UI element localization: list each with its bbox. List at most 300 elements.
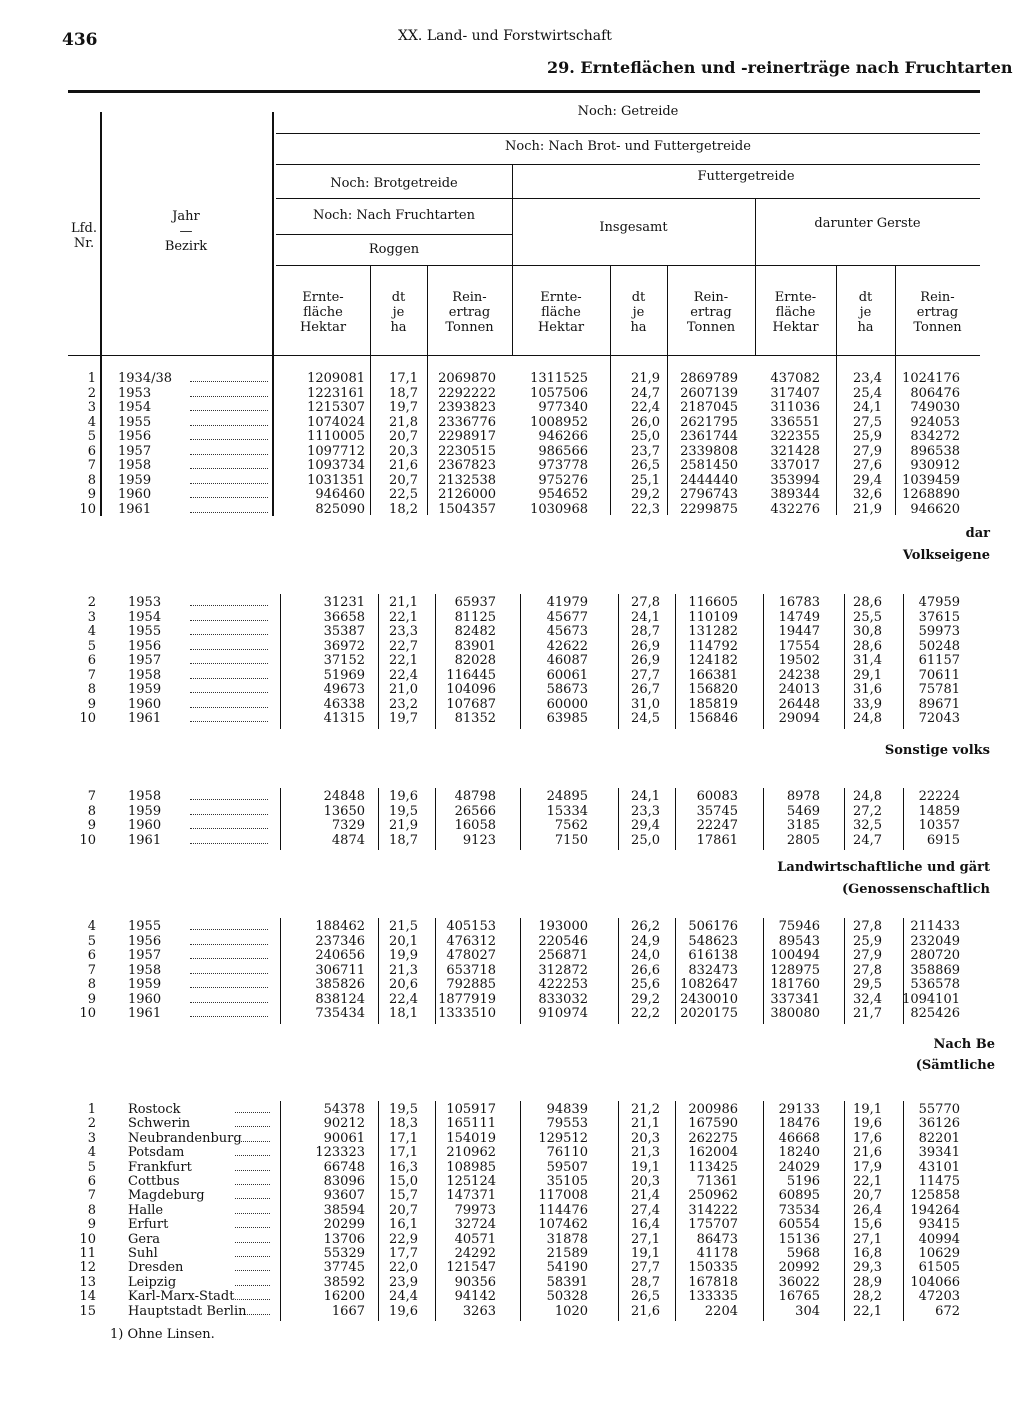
row-label: Leipzig: [128, 1274, 177, 1290]
cell-value: 22,5: [389, 487, 418, 502]
cell-value: 24013: [778, 682, 820, 697]
cell-value: 147371: [446, 1188, 496, 1204]
cell-value: 25,9: [853, 429, 882, 444]
cell-value: 2621795: [680, 414, 738, 430]
row-number: 2: [87, 595, 96, 610]
section-label: (Genossenschaftlich: [842, 882, 990, 897]
cell-value: 38592: [323, 1274, 365, 1290]
dot-leader: [190, 649, 268, 650]
cell-value: 46668: [778, 1130, 820, 1146]
body-column-rule: [378, 594, 379, 729]
cell-value: 22247: [696, 818, 738, 833]
cell-value: 24292: [454, 1246, 496, 1261]
cell-value: 26,5: [631, 1289, 660, 1305]
cell-value: 1057506: [530, 385, 588, 401]
cell-value: 954652: [538, 487, 588, 502]
cell-value: 22,1: [853, 1174, 882, 1189]
cell-value: 16,4: [631, 1217, 660, 1233]
cell-value: 2607139: [680, 385, 738, 401]
column-header-line: Tonnen: [913, 320, 962, 335]
table-row: [0, 698, 1024, 712]
row-label: 1954: [128, 609, 162, 625]
cell-value: 8978: [786, 789, 820, 804]
cell-value: 18,7: [389, 385, 418, 401]
row-label: Hauptstadt Berlin: [128, 1303, 247, 1319]
cell-value: 54378: [323, 1102, 365, 1117]
cell-value: 806476: [910, 385, 960, 401]
dot-leader: [235, 1299, 270, 1300]
cell-value: 32,4: [853, 991, 882, 1007]
cell-value: 321428: [770, 443, 820, 459]
cell-value: 24,9: [631, 933, 660, 949]
header-top-rule: [68, 90, 980, 93]
table-row: [0, 372, 1024, 386]
row-label: 1961: [128, 832, 162, 848]
cell-value: 2393823: [438, 400, 496, 415]
header-fruchtarten: Noch: Nach Fruchtarten: [312, 208, 476, 223]
dot-leader: [190, 799, 268, 800]
cell-value: 1093734: [307, 458, 365, 473]
table-row: [0, 387, 1024, 401]
cell-value: 1020: [554, 1303, 588, 1319]
cell-value: 24,8: [853, 711, 882, 726]
dot-leader: [235, 1184, 270, 1185]
cell-value: 19,6: [389, 1303, 418, 1319]
cell-value: 86473: [696, 1231, 738, 1247]
row-number: 2: [87, 1116, 96, 1132]
cell-value: 2430010: [680, 991, 738, 1007]
row-label: 1953: [118, 385, 152, 401]
cell-value: 16,8: [853, 1246, 882, 1261]
body-column-rule: [844, 788, 845, 850]
body-column-rule: [280, 594, 281, 729]
row-number: 10: [79, 501, 96, 517]
cell-value: 2204: [704, 1303, 738, 1319]
body-column-rule: [520, 788, 521, 850]
row-label: 1957: [128, 948, 162, 963]
cell-value: 21,3: [389, 962, 418, 978]
cell-value: 21,1: [631, 1116, 660, 1132]
cell-value: 240656: [315, 948, 365, 963]
cell-value: 19,1: [853, 1102, 882, 1117]
cell-value: 25,9: [853, 933, 882, 949]
cell-value: 50328: [546, 1289, 588, 1305]
column-header-line: ertrag: [916, 305, 959, 320]
cell-value: 28,7: [631, 1274, 660, 1290]
dot-leader: [190, 692, 268, 693]
dot-leader: [190, 483, 268, 484]
cell-value: 123323: [315, 1145, 365, 1161]
cell-value: 114476: [538, 1202, 588, 1218]
table-row: [0, 503, 1024, 517]
row-number: 8: [87, 682, 96, 697]
cell-value: 336551: [770, 414, 820, 430]
cell-value: 156820: [688, 682, 738, 697]
cell-value: 7150: [554, 832, 588, 848]
table-row: [0, 625, 1024, 639]
cell-value: 37745: [323, 1260, 365, 1276]
row-label: 1957: [128, 653, 162, 668]
cell-value: 1268890: [902, 487, 960, 502]
dot-leader: [190, 721, 268, 722]
cell-value: 210962: [446, 1145, 496, 1161]
cell-value: 17,1: [389, 1130, 418, 1146]
cell-value: 27,4: [631, 1202, 660, 1218]
cell-value: 60000: [546, 696, 588, 712]
cell-value: 13706: [323, 1231, 365, 1247]
row-number: 6: [87, 948, 96, 963]
cell-value: 20299: [323, 1217, 365, 1233]
table-row: [0, 401, 1024, 415]
table-row: [0, 1189, 1024, 1203]
cell-value: 22,3: [631, 501, 660, 517]
table-row: [0, 978, 1024, 992]
cell-value: 15,7: [389, 1188, 418, 1204]
cell-value: 16200: [323, 1289, 365, 1305]
row-label: 1956: [128, 638, 162, 654]
dot-leader: [235, 1155, 270, 1156]
row-label: Cottbus: [128, 1174, 180, 1189]
cell-value: 232049: [910, 933, 960, 949]
row-number: 5: [87, 1159, 96, 1175]
cell-value: 20,7: [389, 1202, 418, 1218]
row-number: 8: [87, 1202, 96, 1218]
row-label: 1955: [128, 919, 162, 934]
cell-value: 2339808: [680, 443, 738, 459]
cell-value: 21,9: [631, 371, 660, 386]
cell-value: 21,8: [389, 414, 418, 430]
cell-value: 25,1: [631, 472, 660, 488]
cell-value: 28,9: [853, 1274, 882, 1290]
table-row: [0, 1290, 1024, 1304]
row-label: 1934/38: [118, 371, 173, 386]
cell-value: 2361744: [680, 429, 738, 444]
cell-value: 29,2: [631, 487, 660, 502]
dot-leader: [190, 987, 268, 988]
cell-value: 131282: [688, 624, 738, 639]
cell-value: 20992: [778, 1260, 820, 1276]
cell-value: 38594: [323, 1202, 365, 1218]
row-label: 1957: [118, 443, 152, 459]
cell-value: 66748: [323, 1159, 365, 1175]
cell-value: 26566: [454, 803, 496, 819]
cell-value: 2132538: [438, 472, 496, 488]
table-row: [0, 993, 1024, 1007]
cell-value: 28,7: [631, 624, 660, 639]
cell-value: 19,1: [631, 1159, 660, 1175]
dot-leader: [190, 1002, 268, 1003]
dot-leader: [190, 944, 268, 945]
cell-value: 1008952: [530, 414, 588, 430]
cell-value: 20,1: [389, 933, 418, 949]
cell-value: 29,1: [853, 667, 882, 683]
cell-value: 22,4: [389, 667, 418, 683]
cell-value: 28,2: [853, 1289, 882, 1305]
cell-value: 9123: [462, 832, 496, 848]
row-label: 1961: [118, 501, 152, 517]
cell-value: 5968: [786, 1246, 820, 1261]
cell-value: 838124: [315, 991, 365, 1007]
cell-value: 167818: [688, 1274, 738, 1290]
cell-value: 1877919: [438, 991, 496, 1007]
row-number: 4: [87, 1145, 96, 1161]
row-number: 4: [87, 919, 96, 934]
row-number: 6: [87, 653, 96, 668]
table-row: [0, 1247, 1024, 1261]
column-header-line: Ernte-: [774, 290, 817, 305]
cell-value: 7562: [554, 818, 588, 833]
body-column-rule: [520, 1101, 521, 1321]
body-column-rule: [618, 788, 619, 850]
cell-value: 100494: [770, 948, 820, 963]
row-label: 1960: [118, 487, 152, 502]
table-row: [0, 669, 1024, 683]
cell-value: 26,0: [631, 414, 660, 430]
row-label: 1960: [128, 991, 162, 1007]
cell-value: 46087: [546, 653, 588, 668]
cell-value: 110109: [688, 609, 738, 625]
cell-value: 90356: [454, 1274, 496, 1290]
cell-value: 1110005: [307, 429, 365, 444]
cell-value: 75781: [918, 682, 960, 697]
cell-value: 422253: [538, 977, 588, 992]
cell-value: 117008: [538, 1188, 588, 1204]
dot-leader: [190, 663, 268, 664]
cell-value: 21,1: [389, 595, 418, 610]
table-row: [0, 949, 1024, 963]
cell-value: 385826: [315, 977, 365, 992]
cell-value: 353994: [770, 472, 820, 488]
cell-value: 24,1: [631, 609, 660, 625]
table-row: [0, 920, 1024, 934]
cell-value: 946266: [538, 429, 588, 444]
body-column-rule: [378, 788, 379, 850]
row-number: 9: [87, 1217, 96, 1233]
cell-value: 24,1: [631, 789, 660, 804]
row-number: 10: [79, 1006, 96, 1021]
table-row: [0, 474, 1024, 488]
row-label: 1959: [128, 977, 162, 992]
header-lfd: Lfd.: [71, 221, 97, 236]
row-number: 8: [87, 472, 96, 488]
table-row: [0, 430, 1024, 444]
cell-value: 82028: [454, 653, 496, 668]
cell-value: 3185: [786, 818, 820, 833]
cell-value: 20,3: [389, 443, 418, 459]
cell-value: 27,8: [631, 595, 660, 610]
cell-value: 27,8: [853, 919, 882, 934]
dot-leader: [190, 605, 268, 606]
cell-value: 54190: [546, 1260, 588, 1276]
header-brotgetreide: Noch: Brotgetreide: [330, 176, 458, 191]
row-label: 1959: [128, 803, 162, 819]
cell-value: 90212: [323, 1116, 365, 1132]
body-column-rule: [520, 594, 521, 729]
cell-value: 910974: [538, 1006, 588, 1021]
cell-value: 58391: [546, 1274, 588, 1290]
cell-value: 19,7: [389, 711, 418, 726]
footnote: 1) Ohne Linsen.: [110, 1327, 215, 1342]
dot-leader: [190, 439, 268, 440]
row-number: 5: [87, 429, 96, 444]
cell-value: 792885: [446, 977, 496, 992]
header-rule-subgroups: [276, 265, 980, 266]
cell-value: 17,7: [389, 1246, 418, 1261]
row-number: 9: [87, 696, 96, 712]
cell-value: 175707: [688, 1217, 738, 1233]
cell-value: 280720: [910, 948, 960, 963]
cell-value: 24,7: [853, 832, 882, 848]
column-header-line: dt: [631, 290, 646, 305]
cell-value: 975276: [538, 472, 588, 488]
dot-leader: [235, 1314, 270, 1315]
cell-value: 113425: [688, 1159, 738, 1175]
dot-leader: [190, 814, 268, 815]
row-number: 5: [87, 638, 96, 654]
cell-value: 15334: [546, 803, 588, 819]
cell-value: 2187045: [680, 400, 738, 415]
cell-value: 256871: [538, 948, 588, 963]
dot-leader: [235, 1112, 270, 1113]
header-jahr: Jahr: [172, 209, 200, 224]
body-column-rule: [280, 1101, 281, 1321]
cell-value: 47203: [918, 1289, 960, 1305]
table-row: [0, 1233, 1024, 1247]
row-number: 8: [87, 803, 96, 819]
cell-value: 262275: [688, 1130, 738, 1146]
cell-value: 31878: [546, 1231, 588, 1247]
cell-value: 27,9: [853, 948, 882, 963]
table-row: [0, 819, 1024, 833]
cell-value: 1039459: [902, 472, 960, 488]
cell-value: 194264: [910, 1202, 960, 1218]
cell-value: 83096: [323, 1174, 365, 1189]
body-column-rule: [763, 594, 764, 729]
cell-value: 19,7: [389, 400, 418, 415]
dot-leader: [235, 1285, 270, 1286]
cell-value: 27,9: [853, 443, 882, 459]
cell-value: 432276: [770, 501, 820, 517]
row-label: Frankfurt: [128, 1159, 192, 1175]
cell-value: 27,7: [631, 667, 660, 683]
cell-value: 24,1: [853, 400, 882, 415]
row-number: 9: [87, 818, 96, 833]
row-label: 1958: [128, 789, 162, 804]
row-label: 1956: [118, 429, 152, 444]
cell-value: 105917: [446, 1102, 496, 1117]
row-number: 2: [87, 385, 96, 401]
cell-value: 380080: [770, 1006, 820, 1021]
cell-value: 306711: [315, 962, 365, 978]
cell-value: 986566: [538, 443, 588, 459]
cell-value: 825090: [315, 501, 365, 517]
cell-value: 2805: [786, 832, 820, 848]
table-row: [0, 1276, 1024, 1290]
header-insgesamt: Insgesamt: [599, 220, 668, 235]
cell-value: 18,7: [389, 832, 418, 848]
cell-value: 2869789: [680, 371, 738, 386]
column-header-line: fläche: [775, 305, 816, 320]
cell-value: 27,1: [853, 1231, 882, 1247]
body-column-rule: [280, 918, 281, 1024]
cell-value: 26448: [778, 696, 820, 712]
row-number: 15: [79, 1303, 96, 1319]
cell-value: 162004: [688, 1145, 738, 1161]
cell-value: 25,4: [853, 385, 882, 401]
body-column-rule: [844, 918, 845, 1024]
body-column-rule: [618, 594, 619, 729]
cell-value: 82482: [454, 624, 496, 639]
cell-value: 25,0: [631, 429, 660, 444]
row-number: 10: [79, 832, 96, 848]
header-dash: —: [179, 224, 193, 239]
cell-value: 41315: [323, 711, 365, 726]
cell-value: 58673: [546, 682, 588, 697]
cell-value: 6915: [926, 832, 960, 848]
cell-value: 63985: [546, 711, 588, 726]
cell-value: 185819: [688, 696, 738, 712]
cell-value: 60061: [546, 667, 588, 683]
cell-value: 150335: [688, 1260, 738, 1276]
row-label: Rostock: [128, 1102, 181, 1117]
cell-value: 21,9: [853, 501, 882, 517]
row-label: 1960: [128, 818, 162, 833]
cell-value: 18,1: [389, 1006, 418, 1021]
cell-value: 22,4: [631, 400, 660, 415]
cell-value: 93607: [323, 1188, 365, 1204]
cell-value: 20,7: [389, 429, 418, 444]
cell-value: 337017: [770, 458, 820, 473]
dot-leader: [190, 381, 268, 382]
column-header-line: je: [392, 305, 405, 320]
cell-value: 1311525: [530, 371, 588, 386]
cell-value: 24,5: [631, 711, 660, 726]
cell-value: 104096: [446, 682, 496, 697]
cell-value: 23,3: [631, 803, 660, 819]
cell-value: 22224: [918, 789, 960, 804]
cell-value: 26,5: [631, 458, 660, 473]
cell-value: 71361: [696, 1174, 738, 1189]
cell-value: 2069870: [438, 371, 496, 386]
cell-value: 10629: [918, 1246, 960, 1261]
table-row: [0, 1132, 1024, 1146]
cell-value: 94839: [546, 1102, 588, 1117]
cell-value: 23,9: [389, 1274, 418, 1290]
cell-value: 506176: [688, 919, 738, 934]
cell-value: 21,6: [631, 1303, 660, 1319]
row-label: Magdeburg: [128, 1188, 205, 1204]
cell-value: 20,3: [631, 1174, 660, 1189]
column-header-line: ha: [630, 320, 647, 335]
row-number: 11: [79, 1246, 96, 1261]
row-number: 7: [87, 962, 96, 978]
cell-value: 1215307: [307, 400, 365, 415]
table-row: [0, 416, 1024, 430]
dot-leader: [235, 1198, 270, 1199]
cell-value: 7329: [331, 818, 365, 833]
cell-value: 17,1: [389, 371, 418, 386]
cell-value: 548623: [688, 933, 738, 949]
cell-value: 21,6: [389, 458, 418, 473]
cell-value: 220546: [538, 933, 588, 949]
cell-value: 36126: [918, 1116, 960, 1132]
header-rule-fruchtarten: [276, 234, 512, 235]
cell-value: 165111: [446, 1116, 496, 1132]
header-gerste: darunter Gerste: [814, 216, 921, 231]
cell-value: 11475: [918, 1174, 960, 1189]
body-column-rule: [763, 1101, 764, 1321]
table-row: [0, 611, 1024, 625]
